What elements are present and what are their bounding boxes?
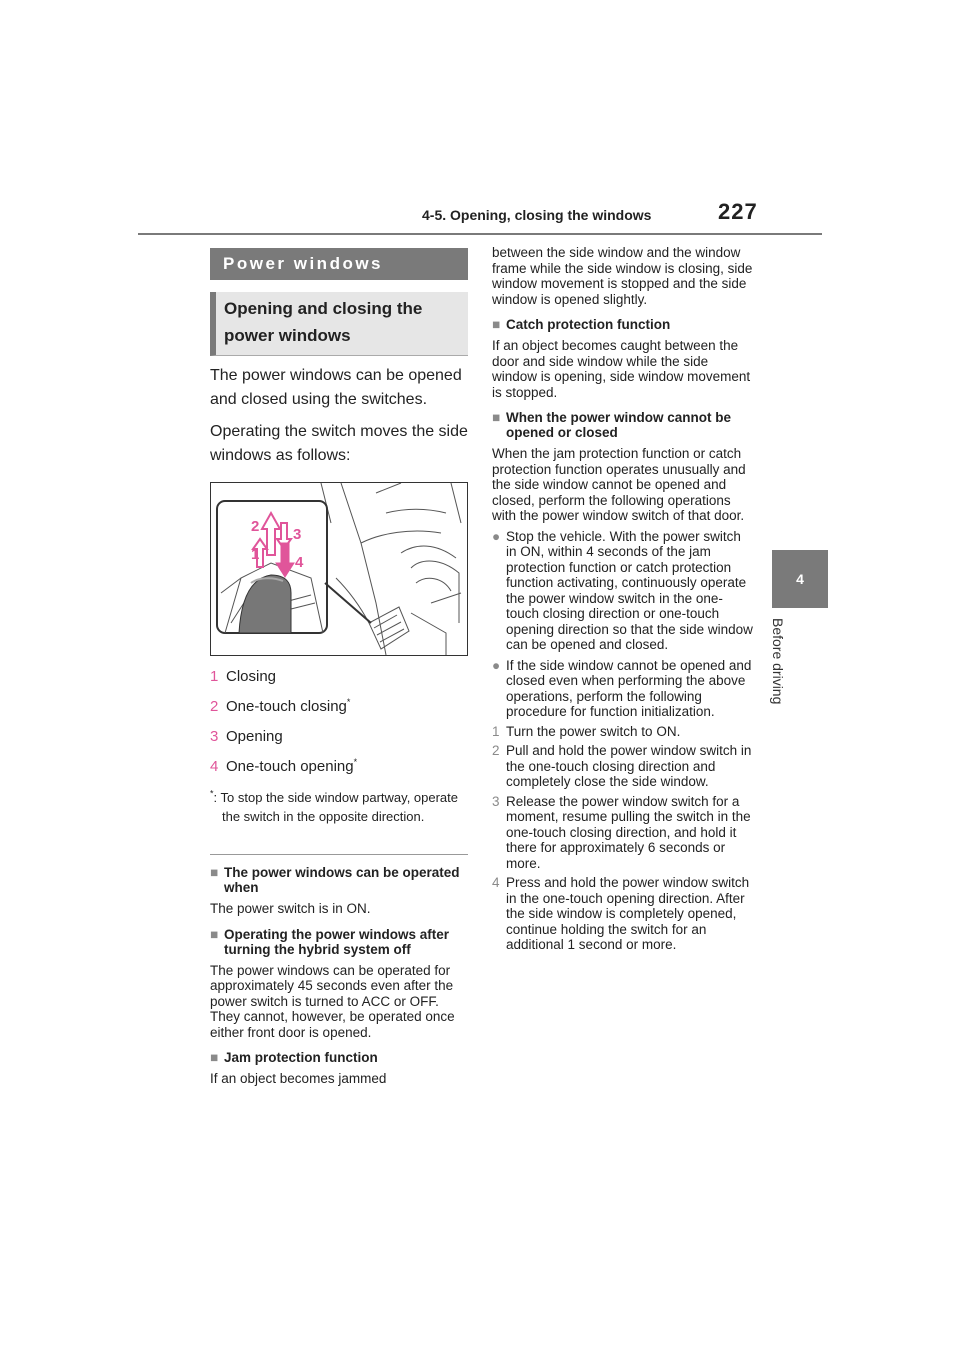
item-text: One-touch opening: [226, 758, 354, 775]
item-number: 1: [210, 668, 219, 685]
item-text: One-touch closing: [226, 698, 347, 715]
step-number: 2: [492, 743, 500, 758]
item-number: 3: [210, 728, 219, 745]
item-text: Closing: [226, 668, 277, 685]
step-number: 3: [492, 793, 500, 809]
callout-4: 4: [295, 554, 304, 571]
step-item: [492, 743, 754, 790]
heading-text: Operating the power windows after turning the hybrid system off: [224, 926, 450, 957]
step-text: Press and hold the power window switch in the one-touch opening direction. After the side window is completely opened, continue holding the switch for an additional 1 second or more.: [506, 875, 750, 952]
subsection-title: Opening and closing the power windows: [210, 292, 468, 356]
square-bullet-icon: ■: [210, 865, 219, 880]
item-asterisk: *: [346, 697, 351, 707]
section-heading: [492, 410, 754, 440]
operation-list: [210, 667, 468, 776]
bullet-item: [492, 529, 754, 653]
section-heading: [210, 865, 468, 895]
item-number: 4: [210, 758, 219, 775]
footnote-text: : To stop the side window partway, operate the switch in the opposite direction.: [213, 790, 459, 824]
illustration-drawing: [211, 483, 467, 655]
chapter-label-text: Before driving: [770, 618, 786, 705]
list-item: [210, 667, 468, 686]
body-paragraph: If an object becomes caught between the door and side window while the side window is opening, side window movement is stopped.: [492, 338, 751, 400]
list-item: [210, 757, 468, 776]
square-bullet-icon: ■: [210, 926, 219, 942]
intro-paragraph-1: The power windows can be opened and closed using the switches.: [210, 367, 462, 408]
body-paragraph: between the side window and the window frame while the side window is closing, side window movement is stopped and the side window is opened slightly.: [492, 245, 753, 307]
step-number: 1: [492, 723, 500, 739]
right-column: [492, 245, 754, 953]
footnote-mark: *: [210, 788, 214, 799]
circle-bullet-icon: ●: [492, 528, 501, 544]
square-bullet-icon: ■: [492, 317, 501, 332]
body-paragraph: The power windows can be operated for approximately 45 seconds even after the power switch is turned to ACC or OFF. They cannot, however, be operated once either front door is opened.: [210, 962, 455, 1040]
callout-2: 2: [251, 518, 260, 535]
step-text: Turn the power switch to ON.: [506, 723, 681, 739]
item-text: Opening: [226, 728, 283, 745]
heading-text: When the power window cannot be opened or closed: [506, 410, 731, 440]
left-column: [210, 248, 468, 1087]
footnote: [210, 788, 468, 826]
header-rule: [138, 233, 822, 235]
window-switch-illustration: [210, 482, 468, 656]
heading-text: The power windows can be operated when: [224, 865, 460, 895]
item-asterisk: *: [353, 757, 358, 767]
list-item: [210, 697, 468, 716]
heading-text: Catch protection function: [506, 317, 671, 332]
step-item: [492, 875, 754, 953]
heading-text: Jam protection function: [224, 1050, 378, 1065]
bullet-text: Stop the vehicle. With the power switch in ON, within 4 seconds of the jam protection function or catch protection function activating, continuously operate the power window switch in the one-touch closing direction or one-touch opening direction so that the side window can be opened and closed.: [506, 528, 753, 652]
section-title: 4-5. Opening, closing the windows: [422, 207, 652, 223]
step-number: 4: [492, 875, 500, 890]
callout-1: 1: [251, 546, 260, 563]
divider: [210, 854, 468, 855]
body-paragraph: When the jam protection function or catch protection function operates unusually and the side window cannot be opened and closed, perform the following operations with the power window switch of that door.: [492, 446, 746, 523]
section-title-bar: Power windows: [210, 248, 468, 280]
page-number: 227: [718, 199, 758, 224]
callout-3: 3: [293, 526, 302, 543]
body-paragraph: The power switch is in ON.: [210, 901, 371, 916]
step-item: [492, 724, 754, 740]
chapter-tab[interactable]: 4: [772, 550, 828, 608]
square-bullet-icon: ■: [492, 410, 501, 425]
bullet-item: [492, 658, 754, 720]
bullet-text: If the side window cannot be opened and closed even when performing the above operations, perform the following procedure for function initialization.: [506, 657, 752, 719]
circle-bullet-icon: ●: [492, 657, 501, 673]
section-heading: [492, 317, 754, 332]
step-text: Release the power window switch for a moment, resume pulling the switch in the one-touch closing direction, and hold it there for approximately 6 seconds or more.: [506, 793, 751, 871]
section-heading: [210, 1050, 468, 1065]
body-paragraph: If an object becomes jammed: [210, 1071, 387, 1086]
intro-paragraph-2: Operating the switch moves the side windows as follows:: [210, 423, 468, 464]
section-heading: [210, 927, 468, 957]
chapter-label: [764, 618, 794, 738]
item-number: 2: [210, 698, 219, 715]
step-text: Pull and hold the power window switch in the one-touch closing direction and completely close the side window.: [506, 743, 752, 789]
square-bullet-icon: ■: [210, 1050, 219, 1065]
list-item: [210, 727, 468, 746]
step-item: [492, 794, 754, 872]
